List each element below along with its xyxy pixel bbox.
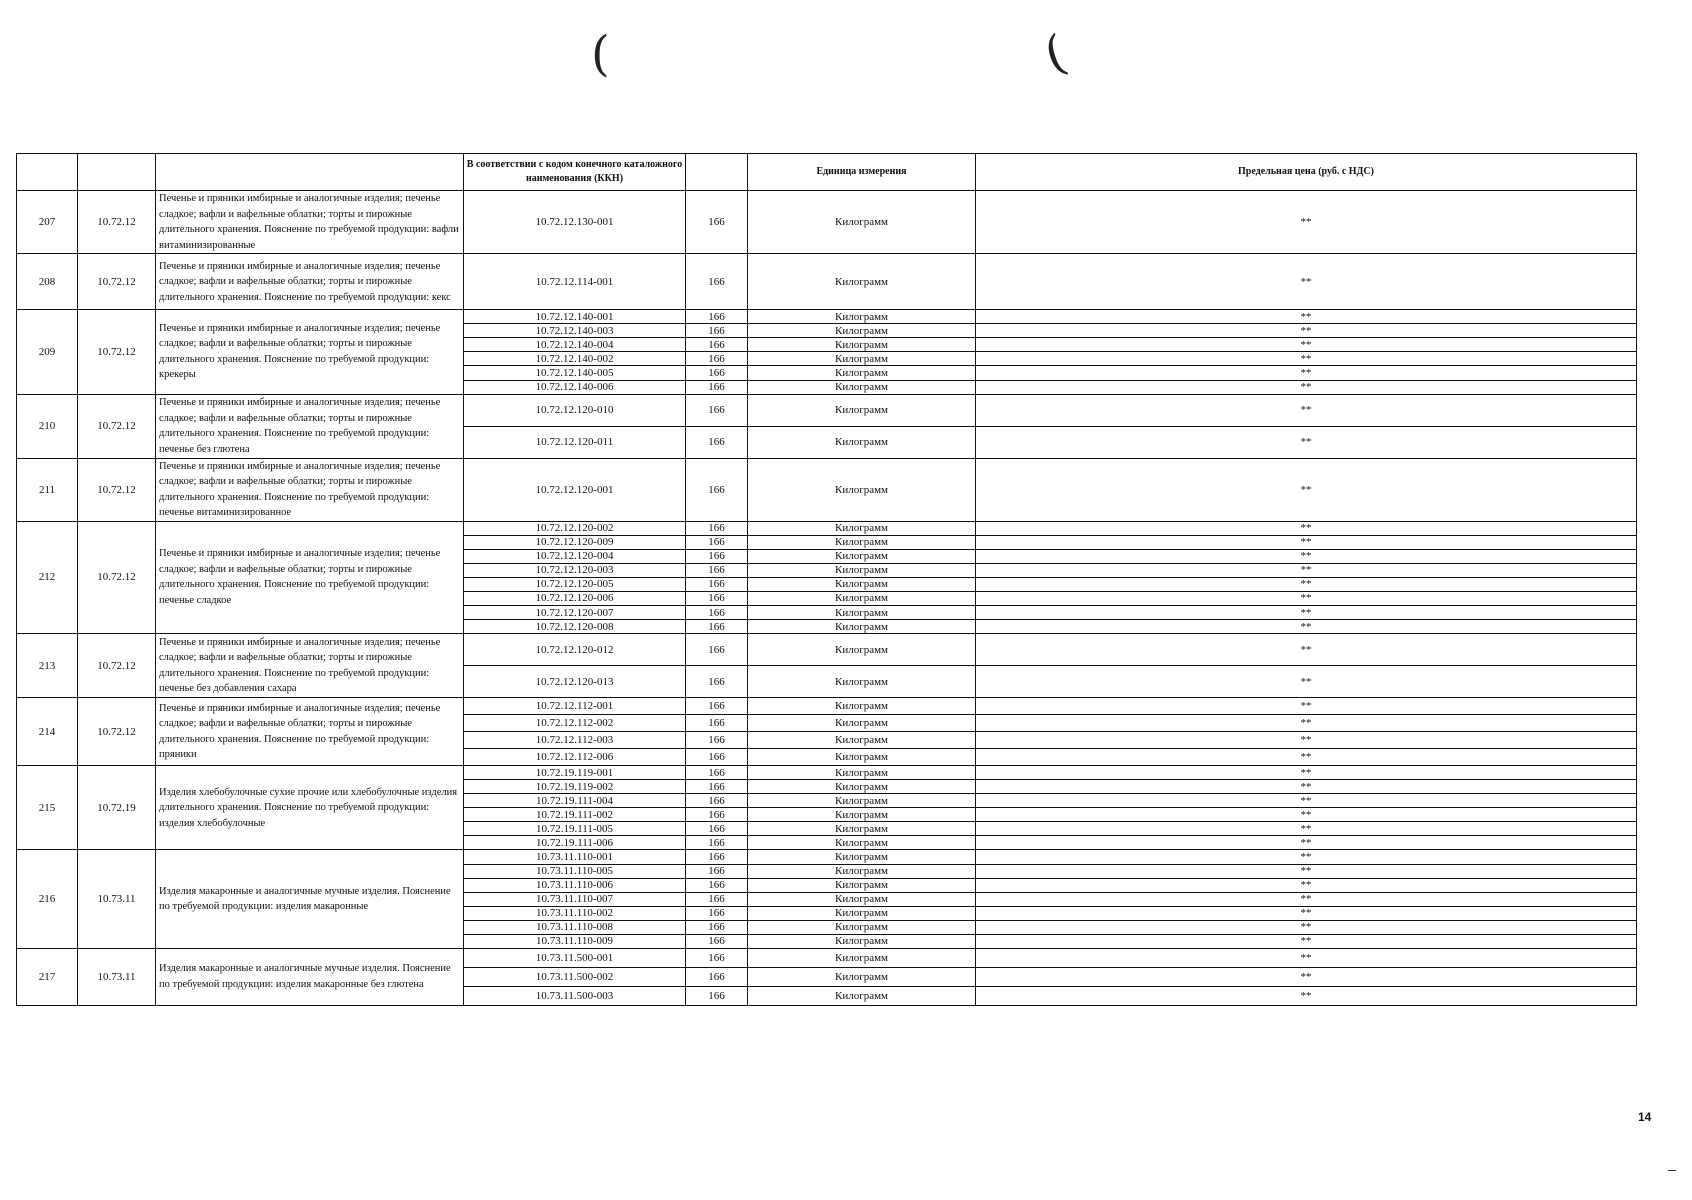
unit-code-cell: 166 bbox=[686, 324, 748, 338]
table-row bbox=[17, 310, 1637, 324]
header-cell-desc bbox=[156, 154, 464, 191]
unit-code-cell: 166 bbox=[686, 850, 748, 864]
kkn-code-cell: 10.73.11.110-005 bbox=[464, 864, 686, 878]
kkn-code-cell: 10.72.12.120-002 bbox=[464, 521, 686, 535]
price-cell: ** bbox=[976, 366, 1637, 380]
unit-code-cell: 166 bbox=[686, 577, 748, 591]
okpd-code-cell: 10.73.11 bbox=[78, 948, 156, 1005]
unit-code-cell: 166 bbox=[686, 352, 748, 366]
unit-code-cell: 166 bbox=[686, 808, 748, 822]
okpd-code-cell: 10.72.12 bbox=[78, 310, 156, 394]
unit-name-cell: Килограмм bbox=[748, 380, 976, 394]
row-number-cell: 212 bbox=[17, 521, 78, 633]
table-row bbox=[17, 254, 1637, 310]
unit-name-cell: Килограмм bbox=[748, 563, 976, 577]
kkn-code-cell: 10.72.12.120-012 bbox=[464, 634, 686, 666]
unit-name-cell: Килограмм bbox=[748, 535, 976, 549]
row-number-cell: 214 bbox=[17, 698, 78, 766]
okpd-code-cell: 10.72.12 bbox=[78, 394, 156, 458]
unit-code-cell: 166 bbox=[686, 310, 748, 324]
unit-name-cell: Килограмм bbox=[748, 892, 976, 906]
unit-name-cell: Килограмм bbox=[748, 864, 976, 878]
unit-code-cell: 166 bbox=[686, 563, 748, 577]
kkn-code-cell: 10.72.12.140-006 bbox=[464, 380, 686, 394]
row-number-cell: 209 bbox=[17, 310, 78, 394]
unit-code-cell: 166 bbox=[686, 666, 748, 698]
okpd-code-cell: 10.72.12 bbox=[78, 698, 156, 766]
price-cell: ** bbox=[976, 605, 1637, 619]
kkn-code-cell: 10.72.12.120-005 bbox=[464, 577, 686, 591]
unit-name-cell: Килограмм bbox=[748, 780, 976, 794]
okpd-code-cell: 10.72.12 bbox=[78, 634, 156, 698]
price-cell: ** bbox=[976, 920, 1637, 934]
kkn-code-cell: 10.72.12.140-002 bbox=[464, 352, 686, 366]
kkn-code-cell: 10.72.12.120-003 bbox=[464, 563, 686, 577]
kkn-code-cell: 10.72.12.120-013 bbox=[464, 666, 686, 698]
price-cell: ** bbox=[976, 577, 1637, 591]
price-cell: ** bbox=[976, 620, 1637, 634]
unit-code-cell: 166 bbox=[686, 254, 748, 310]
price-cell: ** bbox=[976, 338, 1637, 352]
kkn-code-cell: 10.72.12.140-001 bbox=[464, 310, 686, 324]
unit-name-cell: Килограмм bbox=[748, 366, 976, 380]
unit-code-cell: 166 bbox=[686, 634, 748, 666]
okpd-code-cell: 10.72.12 bbox=[78, 254, 156, 310]
unit-name-cell: Килограмм bbox=[748, 324, 976, 338]
price-cell: ** bbox=[976, 822, 1637, 836]
kkn-code-cell: 10.73.11.110-001 bbox=[464, 850, 686, 864]
price-cell: ** bbox=[976, 906, 1637, 920]
row-number-cell: 207 bbox=[17, 191, 78, 254]
unit-name-cell: Килограмм bbox=[748, 666, 976, 698]
table-row bbox=[17, 521, 1637, 535]
price-cell: ** bbox=[976, 666, 1637, 698]
description-cell: Печенье и пряники имбирные и аналогичные изделия; печенье сладкое; вафли и вафельные облатки; торты и пирожные длительного хранения. Пояснение по требуемой продукции: печенье без добавления сахара bbox=[156, 634, 464, 698]
unit-name-cell: Килограмм bbox=[748, 605, 976, 619]
kkn-code-cell: 10.72.12.120-006 bbox=[464, 591, 686, 605]
table-row bbox=[17, 850, 1637, 864]
header-cell-num bbox=[17, 154, 78, 191]
unit-name-cell: Килограмм bbox=[748, 836, 976, 850]
kkn-code-cell: 10.72.19.119-002 bbox=[464, 780, 686, 794]
unit-code-cell: 166 bbox=[686, 715, 748, 732]
kkn-code-cell: 10.72.12.120-010 bbox=[464, 394, 686, 426]
price-cell: ** bbox=[976, 808, 1637, 822]
price-cell: ** bbox=[976, 749, 1637, 766]
description-cell: Печенье и пряники имбирные и аналогичные изделия; печенье сладкое; вафли и вафельные облатки; торты и пирожные длительного хранения. Пояснение по требуемой продукции: пряники bbox=[156, 698, 464, 766]
unit-code-cell: 166 bbox=[686, 338, 748, 352]
price-cell: ** bbox=[976, 324, 1637, 338]
unit-name-cell: Килограмм bbox=[748, 352, 976, 366]
unit-name-cell: Килограмм bbox=[748, 338, 976, 352]
unit-name-cell: Килограмм bbox=[748, 521, 976, 535]
price-cell: ** bbox=[976, 698, 1637, 715]
scan-mark bbox=[1668, 1170, 1676, 1171]
description-cell: Печенье и пряники имбирные и аналогичные изделия; печенье сладкое; вафли и вафельные облатки; торты и пирожные длительного хранения. Пояснение по требуемой продукции: печенье сладкое bbox=[156, 521, 464, 633]
kkn-code-cell: 10.73.11.110-002 bbox=[464, 906, 686, 920]
header-cell-unit: Единица измерения bbox=[748, 154, 976, 191]
unit-code-cell: 166 bbox=[686, 794, 748, 808]
description-cell: Изделия макаронные и аналогичные мучные изделия. Пояснение по требуемой продукции: изделия макаронные без глютена bbox=[156, 948, 464, 1005]
unit-code-cell: 166 bbox=[686, 591, 748, 605]
kkn-code-cell: 10.72.19.111-002 bbox=[464, 808, 686, 822]
row-number-cell: 208 bbox=[17, 254, 78, 310]
binder-hole-mark: ( bbox=[1037, 24, 1073, 84]
unit-name-cell: Килограмм bbox=[748, 878, 976, 892]
table-row bbox=[17, 458, 1637, 521]
unit-name-cell: Килограмм bbox=[748, 808, 976, 822]
header-cell-code bbox=[686, 154, 748, 191]
unit-code-cell: 166 bbox=[686, 380, 748, 394]
unit-code-cell: 166 bbox=[686, 535, 748, 549]
header-cell-price: Предельная цена (руб. с НДС) bbox=[976, 154, 1637, 191]
price-cell: ** bbox=[976, 794, 1637, 808]
price-cell: ** bbox=[976, 836, 1637, 850]
price-cell: ** bbox=[976, 563, 1637, 577]
unit-name-cell: Килограмм bbox=[748, 715, 976, 732]
description-cell: Печенье и пряники имбирные и аналогичные изделия; печенье сладкое; вафли и вафельные облатки; торты и пирожные длительного хранения. Пояснение по требуемой продукции: вафли витаминизированные bbox=[156, 191, 464, 254]
row-number-cell: 210 bbox=[17, 394, 78, 458]
price-cell: ** bbox=[976, 191, 1637, 254]
price-cell: ** bbox=[976, 732, 1637, 749]
kkn-code-cell: 10.72.19.111-006 bbox=[464, 836, 686, 850]
unit-name-cell: Килограмм bbox=[748, 749, 976, 766]
unit-name-cell: Килограмм bbox=[748, 549, 976, 563]
kkn-code-cell: 10.72.12.120-011 bbox=[464, 426, 686, 458]
okpd-code-cell: 10.73.11 bbox=[78, 850, 156, 948]
unit-code-cell: 166 bbox=[686, 605, 748, 619]
unit-code-cell: 166 bbox=[686, 620, 748, 634]
okpd-code-cell: 10.72.12 bbox=[78, 458, 156, 521]
kkn-code-cell: 10.72.19.119-001 bbox=[464, 766, 686, 780]
price-cell: ** bbox=[976, 715, 1637, 732]
kkn-code-cell: 10.73.11.500-001 bbox=[464, 948, 686, 967]
price-cell: ** bbox=[976, 634, 1637, 666]
price-cell: ** bbox=[976, 591, 1637, 605]
price-table bbox=[16, 153, 1637, 1006]
table-row bbox=[17, 634, 1637, 666]
row-number-cell: 211 bbox=[17, 458, 78, 521]
unit-code-cell: 166 bbox=[686, 864, 748, 878]
unit-code-cell: 166 bbox=[686, 766, 748, 780]
unit-name-cell: Килограмм bbox=[748, 310, 976, 324]
price-cell: ** bbox=[976, 892, 1637, 906]
unit-name-cell: Килограмм bbox=[748, 967, 976, 986]
kkn-code-cell: 10.73.11.110-006 bbox=[464, 878, 686, 892]
unit-code-cell: 166 bbox=[686, 878, 748, 892]
unit-name-cell: Килограмм bbox=[748, 426, 976, 458]
unit-name-cell: Килограмм bbox=[748, 577, 976, 591]
description-cell: Печенье и пряники имбирные и аналогичные изделия; печенье сладкое; вафли и вафельные облатки; торты и пирожные длительного хранения. Пояснение по требуемой продукции: кекс bbox=[156, 254, 464, 310]
unit-name-cell: Килограмм bbox=[748, 906, 976, 920]
page-number: 14 bbox=[1638, 1110, 1652, 1124]
unit-code-cell: 166 bbox=[686, 986, 748, 1005]
unit-code-cell: 166 bbox=[686, 394, 748, 426]
unit-name-cell: Килограмм bbox=[748, 850, 976, 864]
unit-name-cell: Килограмм bbox=[748, 732, 976, 749]
price-cell: ** bbox=[976, 780, 1637, 794]
kkn-code-cell: 10.72.12.112-001 bbox=[464, 698, 686, 715]
kkn-code-cell: 10.72.12.112-003 bbox=[464, 732, 686, 749]
unit-name-cell: Килограмм bbox=[748, 620, 976, 634]
unit-name-cell: Килограмм bbox=[748, 394, 976, 426]
description-cell: Изделия макаронные и аналогичные мучные изделия. Пояснение по требуемой продукции: изделия макаронные bbox=[156, 850, 464, 948]
kkn-code-cell: 10.73.11.110-007 bbox=[464, 892, 686, 906]
table-row bbox=[17, 766, 1637, 780]
binder-hole-mark: ( bbox=[591, 26, 610, 82]
kkn-code-cell: 10.73.11.110-008 bbox=[464, 920, 686, 934]
unit-code-cell: 166 bbox=[686, 822, 748, 836]
kkn-code-cell: 10.72.12.120-007 bbox=[464, 605, 686, 619]
unit-name-cell: Килограмм bbox=[748, 822, 976, 836]
unit-name-cell: Килограмм bbox=[748, 794, 976, 808]
unit-code-cell: 166 bbox=[686, 749, 748, 766]
kkn-code-cell: 10.72.12.140-004 bbox=[464, 338, 686, 352]
kkn-code-cell: 10.72.12.120-001 bbox=[464, 458, 686, 521]
row-number-cell: 213 bbox=[17, 634, 78, 698]
kkn-code-cell: 10.72.12.140-005 bbox=[464, 366, 686, 380]
price-cell: ** bbox=[976, 521, 1637, 535]
unit-name-cell: Килограмм bbox=[748, 934, 976, 948]
kkn-code-cell: 10.72.12.114-001 bbox=[464, 254, 686, 310]
unit-name-cell: Килограмм bbox=[748, 191, 976, 254]
header-cell-okpd bbox=[78, 154, 156, 191]
price-cell: ** bbox=[976, 878, 1637, 892]
price-cell: ** bbox=[976, 934, 1637, 948]
kkn-code-cell: 10.72.12.112-006 bbox=[464, 749, 686, 766]
row-number-cell: 216 bbox=[17, 850, 78, 948]
okpd-code-cell: 10.72.12 bbox=[78, 191, 156, 254]
unit-code-cell: 166 bbox=[686, 892, 748, 906]
row-number-cell: 217 bbox=[17, 948, 78, 1005]
price-cell: ** bbox=[976, 426, 1637, 458]
kkn-code-cell: 10.72.12.120-009 bbox=[464, 535, 686, 549]
kkn-code-cell: 10.73.11.500-003 bbox=[464, 986, 686, 1005]
unit-name-cell: Килограмм bbox=[748, 591, 976, 605]
unit-code-cell: 166 bbox=[686, 426, 748, 458]
price-cell: ** bbox=[976, 766, 1637, 780]
unit-name-cell: Килограмм bbox=[748, 458, 976, 521]
kkn-code-cell: 10.72.19.111-005 bbox=[464, 822, 686, 836]
unit-code-cell: 166 bbox=[686, 191, 748, 254]
unit-name-cell: Килограмм bbox=[748, 254, 976, 310]
header-cell-kkn: В соответствии с кодом конечного каталожного наименования (ККН) bbox=[464, 154, 686, 191]
price-cell: ** bbox=[976, 254, 1637, 310]
kkn-code-cell: 10.73.11.110-009 bbox=[464, 934, 686, 948]
price-cell: ** bbox=[976, 549, 1637, 563]
price-cell: ** bbox=[976, 864, 1637, 878]
price-cell: ** bbox=[976, 967, 1637, 986]
price-cell: ** bbox=[976, 310, 1637, 324]
unit-code-cell: 166 bbox=[686, 780, 748, 794]
price-cell: ** bbox=[976, 458, 1637, 521]
description-cell: Печенье и пряники имбирные и аналогичные изделия; печенье сладкое; вафли и вафельные облатки; торты и пирожные длительного хранения. Пояснение по требуемой продукции: печенье витаминизированное bbox=[156, 458, 464, 521]
unit-code-cell: 166 bbox=[686, 549, 748, 563]
unit-name-cell: Килограмм bbox=[748, 986, 976, 1005]
table-header-row bbox=[17, 154, 1637, 191]
unit-code-cell: 166 bbox=[686, 906, 748, 920]
price-cell: ** bbox=[976, 850, 1637, 864]
unit-code-cell: 166 bbox=[686, 366, 748, 380]
unit-code-cell: 166 bbox=[686, 948, 748, 967]
price-cell: ** bbox=[976, 380, 1637, 394]
unit-name-cell: Килограмм bbox=[748, 698, 976, 715]
okpd-code-cell: 10.72.12 bbox=[78, 521, 156, 633]
kkn-code-cell: 10.72.12.120-004 bbox=[464, 549, 686, 563]
unit-code-cell: 166 bbox=[686, 920, 748, 934]
unit-code-cell: 166 bbox=[686, 458, 748, 521]
table-row bbox=[17, 394, 1637, 426]
unit-code-cell: 166 bbox=[686, 698, 748, 715]
unit-code-cell: 166 bbox=[686, 521, 748, 535]
unit-name-cell: Килограмм bbox=[748, 766, 976, 780]
kkn-code-cell: 10.73.11.500-002 bbox=[464, 967, 686, 986]
description-cell: Печенье и пряники имбирные и аналогичные изделия; печенье сладкое; вафли и вафельные облатки; торты и пирожные длительного хранения. Пояснение по требуемой продукции: печенье без глютена bbox=[156, 394, 464, 458]
description-cell: Печенье и пряники имбирные и аналогичные изделия; печенье сладкое; вафли и вафельные облатки; торты и пирожные длительного хранения. Пояснение по требуемой продукции: крекеры bbox=[156, 310, 464, 394]
okpd-code-cell: 10.72.19 bbox=[78, 766, 156, 850]
kkn-code-cell: 10.72.12.140-003 bbox=[464, 324, 686, 338]
table-row bbox=[17, 191, 1637, 254]
price-cell: ** bbox=[976, 394, 1637, 426]
description-cell: Изделия хлебобулочные сухие прочие или хлебобулочные изделия длительного хранения. Пояснение по требуемой продукции: изделия хлебобулочные bbox=[156, 766, 464, 850]
unit-code-cell: 166 bbox=[686, 967, 748, 986]
unit-name-cell: Килограмм bbox=[748, 920, 976, 934]
unit-code-cell: 166 bbox=[686, 934, 748, 948]
price-cell: ** bbox=[976, 948, 1637, 967]
kkn-code-cell: 10.72.12.120-008 bbox=[464, 620, 686, 634]
table-row bbox=[17, 948, 1637, 967]
unit-code-cell: 166 bbox=[686, 732, 748, 749]
unit-code-cell: 166 bbox=[686, 836, 748, 850]
kkn-code-cell: 10.72.19.111-004 bbox=[464, 794, 686, 808]
table-row bbox=[17, 698, 1637, 715]
kkn-code-cell: 10.72.12.112-002 bbox=[464, 715, 686, 732]
row-number-cell: 215 bbox=[17, 766, 78, 850]
price-cell: ** bbox=[976, 352, 1637, 366]
unit-name-cell: Килограмм bbox=[748, 948, 976, 967]
unit-name-cell: Килограмм bbox=[748, 634, 976, 666]
price-cell: ** bbox=[976, 535, 1637, 549]
kkn-code-cell: 10.72.12.130-001 bbox=[464, 191, 686, 254]
price-cell: ** bbox=[976, 986, 1637, 1005]
